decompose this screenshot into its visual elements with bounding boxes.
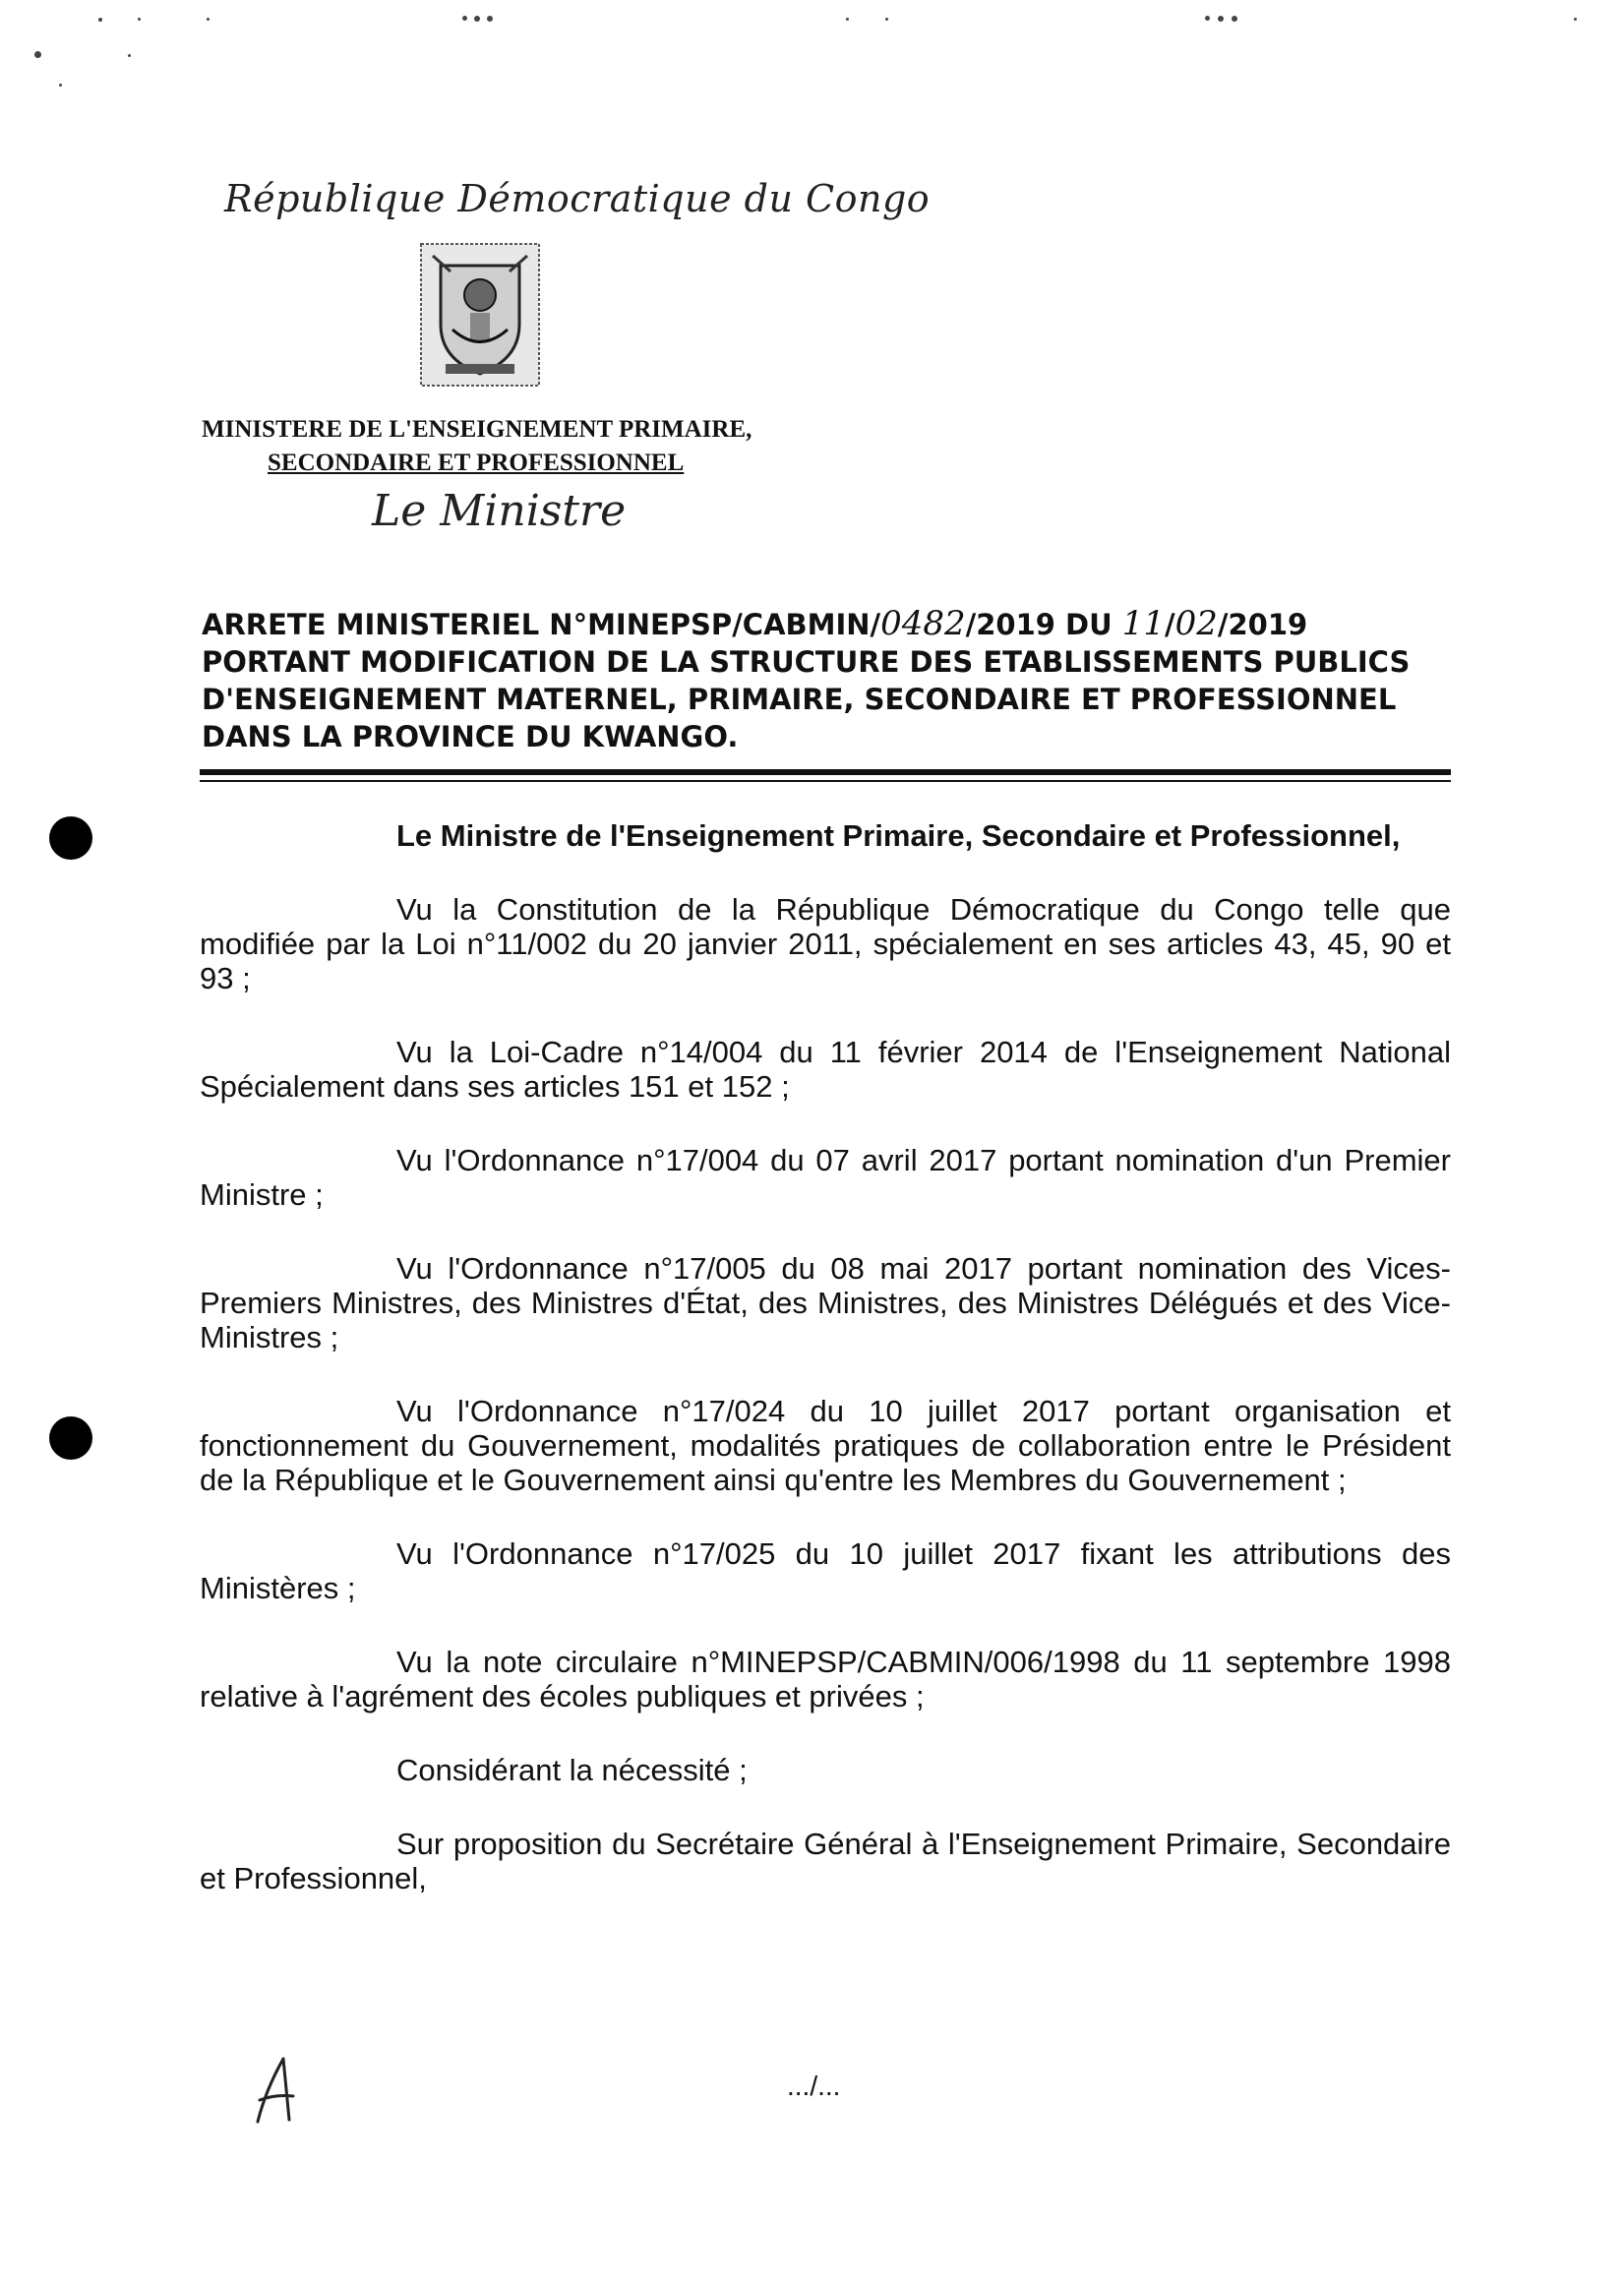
vu-loi-cadre-paragraph: Vu la Loi-Cadre n°14/004 du 11 février 2014 de l'Enseignement National Spécialement dans ses articles 151 et 152 ; xyxy=(200,1035,1451,1104)
title-divider-thin xyxy=(200,780,1451,782)
arrete-date-year: /2019 xyxy=(1217,608,1308,641)
coat-of-arms-emblem xyxy=(411,236,549,393)
arrete-title-line-2: PORTANT MODIFICATION DE LA STRUCTURE DES ETABLISSEMENTS PUBLICS xyxy=(202,645,1411,679)
scan-speck xyxy=(128,54,131,57)
scan-speck xyxy=(34,51,41,58)
scan-speck xyxy=(487,16,493,22)
vu-note-circulaire-paragraph: Vu la note circulaire n°MINEPSP/CABMIN/006/1998 du 11 septembre 1998 relative à l'agrément des écoles publiques et privées ; xyxy=(200,1645,1451,1713)
arrete-reference-line: ARRETE MINISTERIEL N°MINEPSP/CABMIN/0482/2019 DU 11/02/2019 xyxy=(202,604,1308,643)
vu-ordonnance-17-024-paragraph: Vu l'Ordonnance n°17/024 du 10 juillet 2017 portant organisation et fonctionnement du Gouvernement, modalités pratiques de collaboration entre le Président de la République et le Gouvernement ainsi qu'entre les Membres du Gouvernement ; xyxy=(200,1394,1451,1497)
ministry-heading xyxy=(202,413,752,480)
scan-speck xyxy=(59,84,62,87)
ministry-line-1: MINISTERE DE L'ENSEIGNEMENT PRIMAIRE, xyxy=(202,416,752,443)
scan-speck xyxy=(207,18,210,21)
arrete-date-day: 11 xyxy=(1121,604,1166,643)
arrete-title-line-3: D'ENSEIGNEMENT MATERNEL, PRIMAIRE, SECONDAIRE ET PROFESSIONNEL xyxy=(202,683,1397,716)
scan-speck xyxy=(98,18,102,22)
vu-ordonnance-17-004-paragraph: Vu l'Ordonnance n°17/004 du 07 avril 2017 portant nomination d'un Premier Ministre ; xyxy=(200,1143,1451,1212)
scan-speck xyxy=(1232,16,1237,22)
arrete-year: /2019 DU xyxy=(965,608,1122,641)
document-body xyxy=(200,818,1451,1935)
scan-speck xyxy=(138,18,141,21)
arrete-title-line-4: DANS LA PROVINCE DU KWANGO. xyxy=(202,720,739,753)
scan-speck xyxy=(1574,18,1577,21)
continuation-marker: .../... xyxy=(787,2071,841,2101)
considerant-paragraph: Considérant la nécessité ; xyxy=(396,1753,748,1787)
scan-speck xyxy=(474,16,480,22)
punch-hole xyxy=(49,1416,92,1460)
scan-speck xyxy=(1218,16,1224,22)
ministry-line-2: SECONDAIRE ET PROFESSIONNEL xyxy=(268,450,685,476)
sur-proposition-paragraph: Sur proposition du Secrétaire Général à l'Enseignement Primaire, Secondaire et Professionnel, xyxy=(200,1827,1451,1895)
scan-speck xyxy=(462,16,467,21)
arrete-date-month: 02 xyxy=(1174,604,1218,643)
minister-title: Le Ministre xyxy=(372,486,627,536)
scan-speck xyxy=(1205,16,1210,21)
punch-hole xyxy=(49,816,92,860)
arrete-title xyxy=(202,605,1451,755)
title-divider-thick xyxy=(200,769,1451,775)
vu-constitution-paragraph: Vu la Constitution de la République Démocratique du Congo telle que modifiée par la Loi n°11/002 du 20 janvier 2011, spécialement en ses articles 43, 45, 90 et 93 ; xyxy=(200,892,1451,995)
scan-speck xyxy=(885,18,888,21)
scan-speck xyxy=(846,18,849,21)
vu-ordonnance-17-005-paragraph: Vu l'Ordonnance n°17/005 du 08 mai 2017 portant nomination des Vices-Premiers Ministres, des Ministres d'État, des Ministres, des Ministres Délégués et des Vice-Ministres ; xyxy=(200,1251,1451,1354)
handwritten-initials xyxy=(246,2051,305,2130)
republic-heading: République Démocratique du Congo xyxy=(224,177,931,220)
intro-paragraph: Le Ministre de l'Enseignement Primaire, Secondaire et Professionnel, xyxy=(396,818,1401,853)
vu-ordonnance-17-025-paragraph: Vu l'Ordonnance n°17/025 du 10 juillet 2017 fixant les attributions des Ministères ; xyxy=(200,1536,1451,1605)
arrete-number-handwritten: 0482 xyxy=(880,604,966,643)
arrete-prefix: ARRETE MINISTERIEL N°MINEPSP/CABMIN/ xyxy=(202,608,881,641)
